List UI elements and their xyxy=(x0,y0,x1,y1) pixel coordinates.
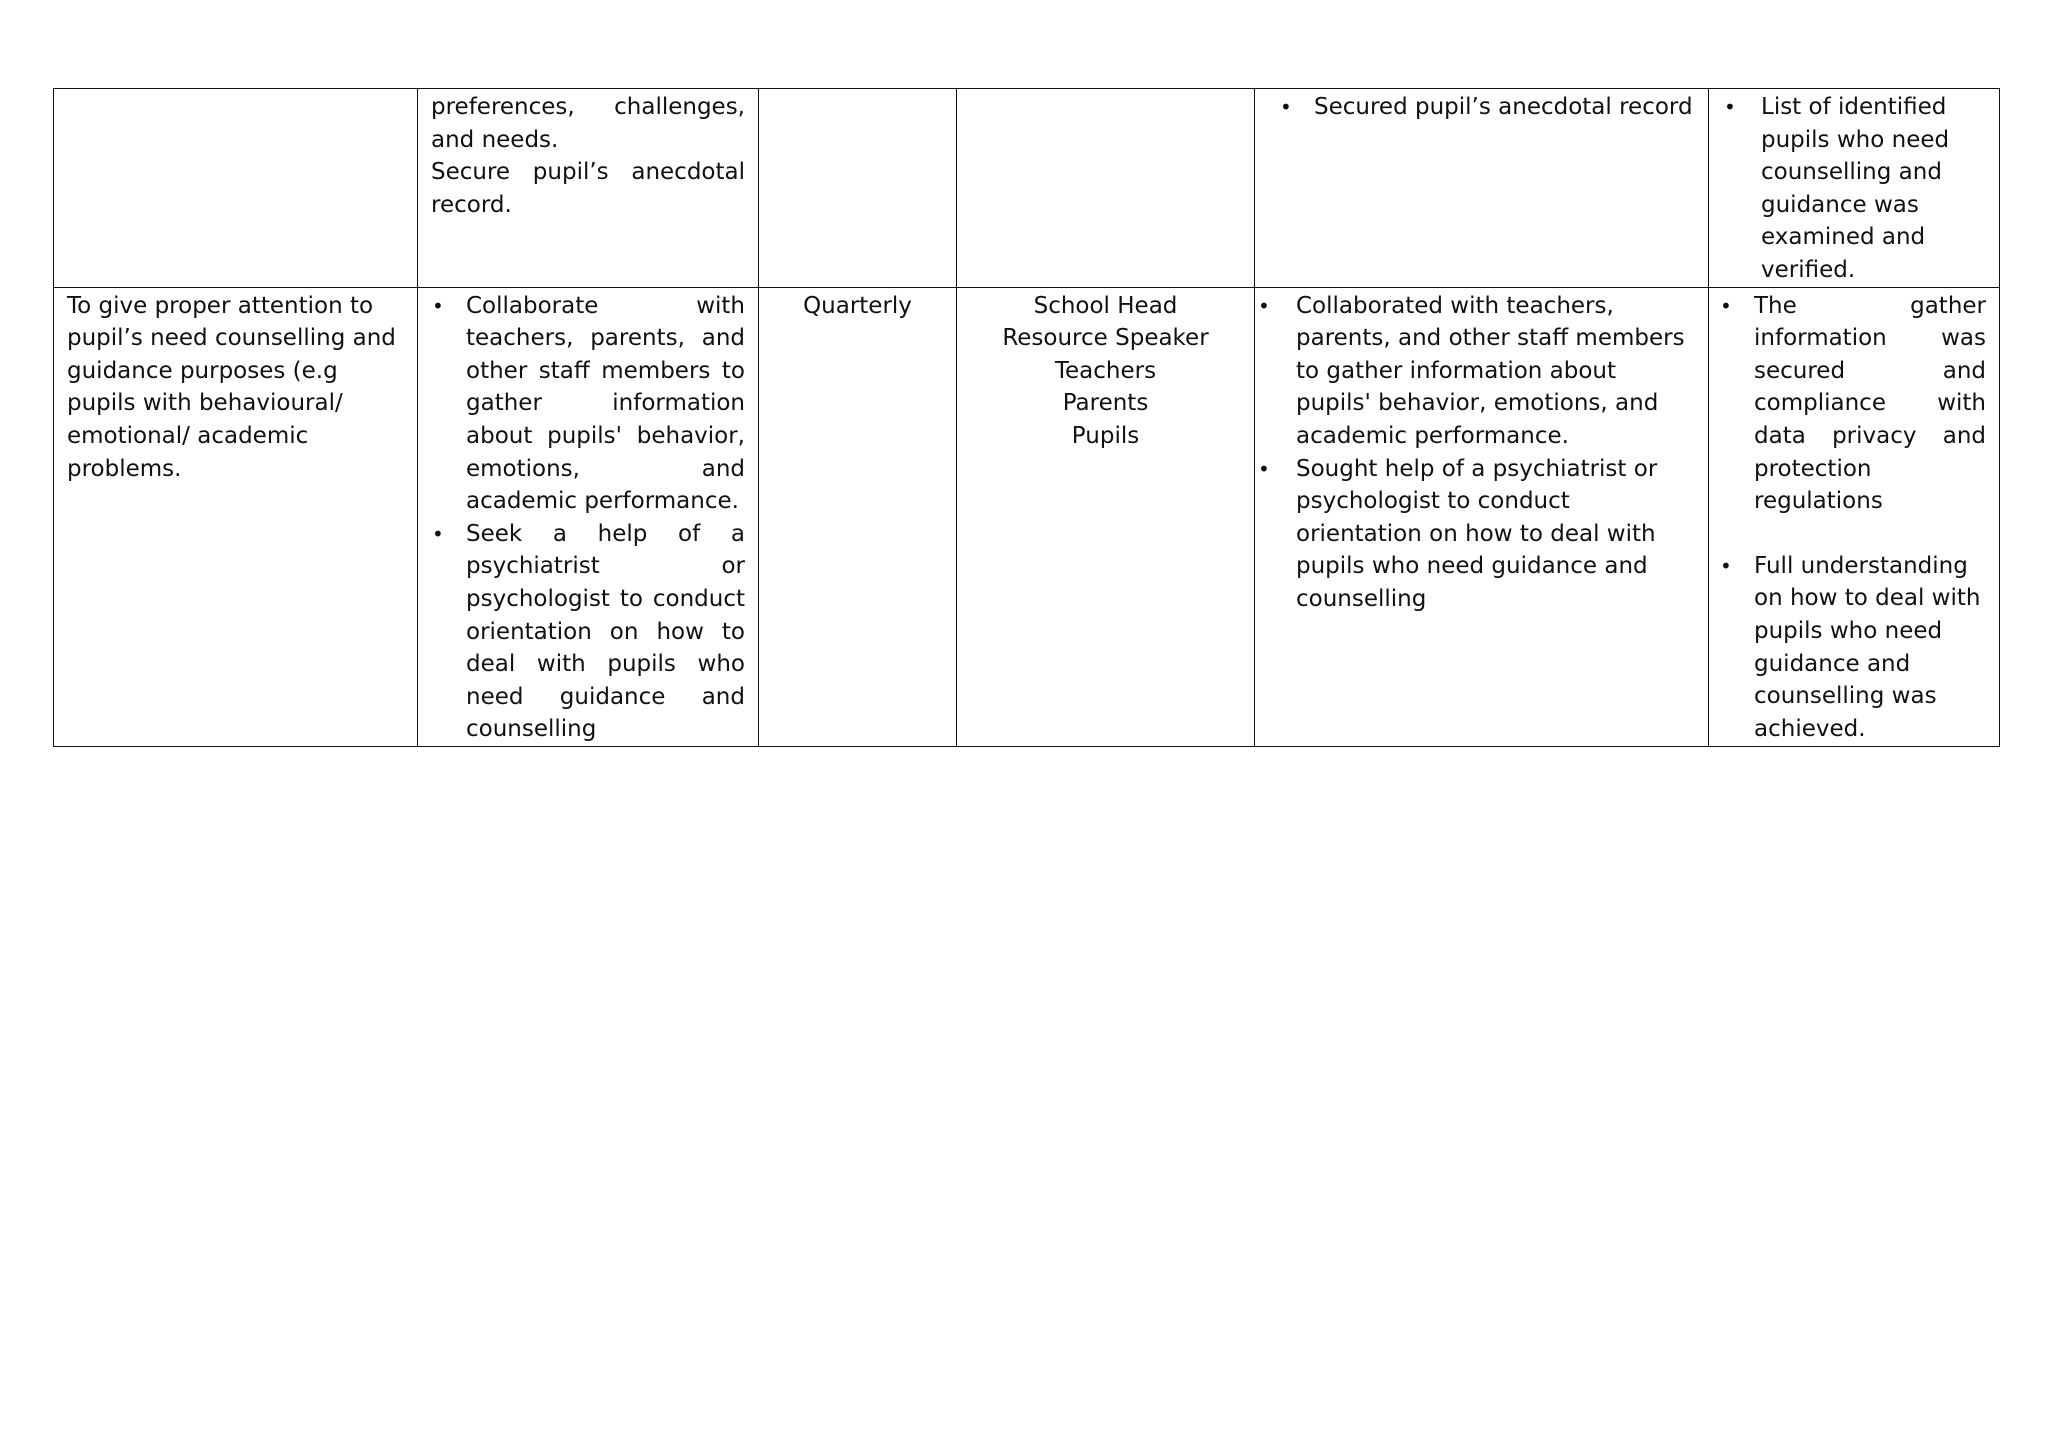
person-role: Resource Speaker xyxy=(1002,325,1209,352)
objective-cell: To give proper attention to pupil’s need counselling and guidance purposes (e.g pupils with behavioural/ emotional/ academic problems. xyxy=(54,287,418,746)
outcomes-cell xyxy=(1709,89,2000,288)
activities-cell xyxy=(418,89,759,288)
list-item: • Full understanding on how to deal with pupils who need guidance and counselling was achieved. xyxy=(1719,550,1986,746)
bullet-icon: • xyxy=(1258,456,1270,481)
bullet-icon: • xyxy=(1280,95,1292,119)
activities-text-line: Secure pupil’s anecdotal record. xyxy=(431,159,745,218)
bullet-icon: • xyxy=(1724,95,1736,119)
bullet-icon: • xyxy=(1720,553,1732,578)
list-item: • List of identified pupils who need counselling and guidance was examined and verified. xyxy=(1722,91,1986,287)
list-item: • The gather information was secured and compliance with data privacy and protection regulations xyxy=(1719,290,1986,518)
accomplishments-cell xyxy=(1255,89,1709,288)
spacer xyxy=(1719,518,1986,550)
list-item: • Secured pupil’s anecdotal record xyxy=(1268,91,1695,124)
objective-cell xyxy=(54,89,418,288)
activities-cell xyxy=(418,287,759,746)
list-item: • Collaborated with teachers, parents, and other staff members to gather information about pupils' behavior, emotions, and academic performance. xyxy=(1257,290,1695,453)
person-role: Parents xyxy=(1062,390,1149,417)
timeframe-cell xyxy=(759,89,957,288)
person-role: Teachers xyxy=(1054,357,1157,384)
list-item: • Collaborate with teachers, parents, and other staff members to gather information about pupils' behavior, emotions, and academic performance. xyxy=(431,290,745,518)
list-item: • Seek a help of a psychiatrist or psychologist to conduct orientation on how to deal with pupils who need guidance and counselling xyxy=(431,518,745,746)
persons-involved-cell xyxy=(957,287,1255,746)
bullet-icon: • xyxy=(1720,293,1732,318)
table-row xyxy=(54,287,2000,746)
persons-involved-cell xyxy=(957,89,1255,288)
person-role: Pupils xyxy=(1071,422,1140,449)
bullet-icon: • xyxy=(432,521,444,546)
bullet-icon: • xyxy=(1258,293,1270,318)
action-plan-table xyxy=(53,88,2000,747)
list-item: • Sought help of a psychiatrist or psychologist to conduct orientation on how to deal with pupils who need guidance and counselling xyxy=(1257,453,1695,616)
person-role: School Head xyxy=(1033,292,1178,319)
accomplishments-cell xyxy=(1255,287,1709,746)
outcomes-cell xyxy=(1709,287,2000,746)
table-row xyxy=(54,89,2000,288)
timeframe-cell: Quarterly xyxy=(759,287,957,746)
bullet-icon: • xyxy=(432,293,444,318)
activities-text-line: preferences, challenges, and needs. xyxy=(431,94,745,153)
